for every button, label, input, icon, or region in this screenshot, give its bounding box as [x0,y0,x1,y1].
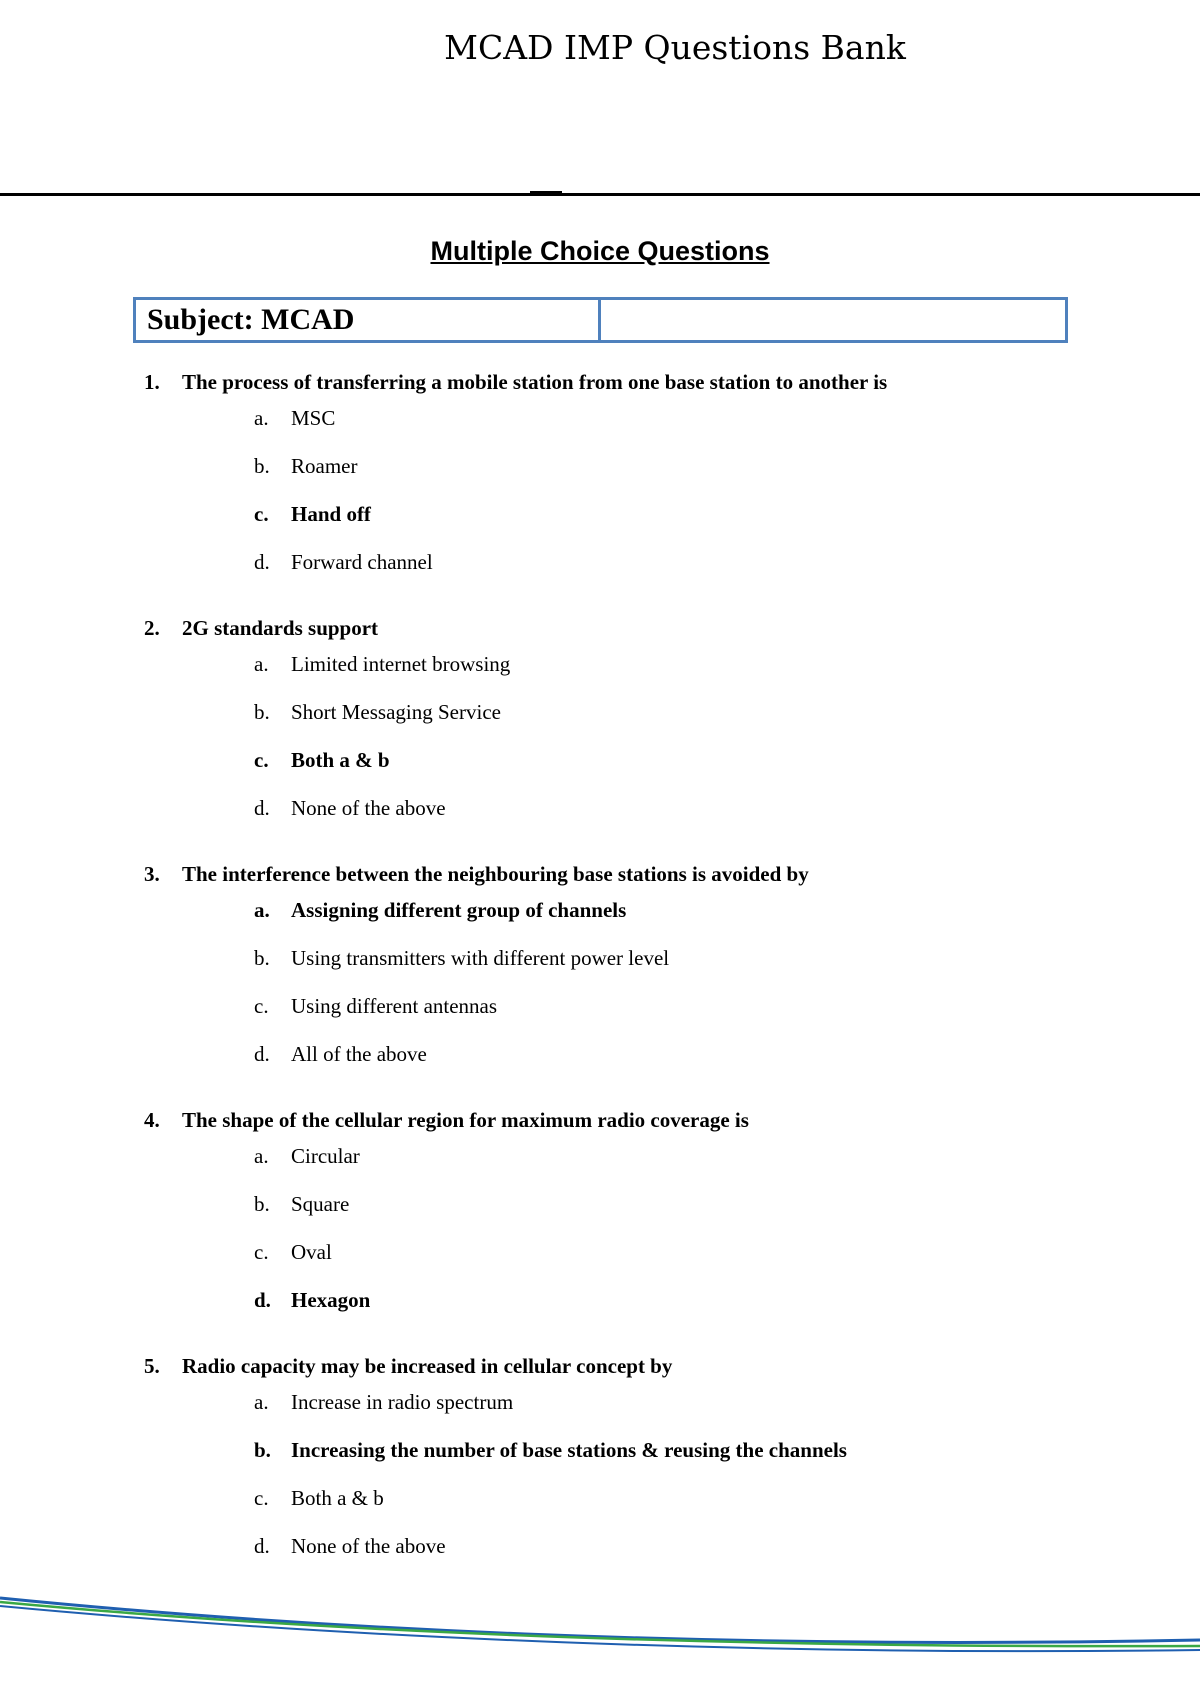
question-list [0,366,1200,1596]
option-item [0,1526,1200,1574]
option-letter: a. [254,406,269,430]
question-stem: The shape of the cellular region for maximum radio coverage is [182,1108,749,1132]
question-stem: 2G standards support [182,616,379,640]
option-text: Both a & b [291,748,390,772]
document-title: MCAD IMP Questions Bank [444,28,906,67]
option-letter: a. [254,1144,269,1168]
question-item [0,612,1200,836]
option-letter: d. [254,1534,270,1558]
option-letter: b. [254,1192,270,1216]
question-number: 2. [144,616,160,640]
option-letter: a. [254,652,269,676]
option-text: Limited internet browsing [291,652,511,676]
option-item-correct [0,740,1200,788]
footer-swoosh-green [0,1602,1200,1646]
header-divider-tab [530,191,562,195]
option-letter: d. [254,1288,271,1312]
option-letter: b. [254,946,270,970]
question-item [0,366,1200,590]
header-divider [0,193,1200,196]
option-item [0,1478,1200,1526]
subject-table [133,297,1068,343]
option-item [0,398,1200,446]
option-text: Roamer [291,454,358,478]
option-item [0,938,1200,986]
footer-swoosh [0,1580,1200,1660]
option-item [0,542,1200,590]
option-list [0,890,1200,1082]
option-text: Both a & b [291,1486,384,1510]
option-text: Hexagon [291,1288,371,1312]
question-number: 5. [144,1354,160,1378]
option-text: Oval [291,1240,332,1264]
question-stem: Radio capacity may be increased in cellular concept by [182,1354,673,1378]
question-number: 1. [144,370,160,394]
option-letter: b. [254,454,270,478]
option-letter: a. [254,898,270,922]
option-letter: b. [254,700,270,724]
question-text [0,1350,1200,1382]
option-text: Using different antennas [291,994,498,1018]
option-text: Using transmitters with different power level [291,946,670,970]
option-letter: c. [254,1240,269,1264]
option-item-correct [0,890,1200,938]
question-text [0,366,1200,398]
option-letter: c. [254,748,269,772]
option-text: Increase in radio spectrum [291,1390,514,1414]
section-heading: Multiple Choice Questions [430,236,770,266]
option-letter: c. [254,1486,269,1510]
option-item [0,692,1200,740]
option-text: All of the above [291,1042,427,1066]
option-item-correct [0,1430,1200,1478]
option-letter: d. [254,1042,270,1066]
question-item [0,1350,1200,1574]
option-letter: a. [254,1390,269,1414]
question-item [0,858,1200,1082]
option-list [0,1382,1200,1574]
subject-empty-cell [601,300,1065,340]
option-text: Short Messaging Service [291,700,501,724]
option-text: None of the above [291,1534,446,1558]
question-stem: The interference between the neighbouring base stations is avoided by [182,862,809,886]
question-number: 4. [144,1108,160,1132]
option-text: Forward channel [291,550,433,574]
option-text: Hand off [291,502,371,526]
question-item [0,1104,1200,1328]
option-letter: c. [254,994,269,1018]
option-item [0,644,1200,692]
option-item [0,986,1200,1034]
option-item [0,1382,1200,1430]
subject-label: Subject: MCAD [136,300,601,340]
option-text: Square [291,1192,350,1216]
option-text: MSC [291,406,336,430]
option-letter: d. [254,550,270,574]
option-text: Increasing the number of base stations & reusing the channels [291,1438,847,1462]
option-item [0,1034,1200,1082]
question-text [0,612,1200,644]
option-item [0,1232,1200,1280]
question-text [0,1104,1200,1136]
option-letter: b. [254,1438,271,1462]
option-letter: c. [254,502,269,526]
option-text: Assigning different group of channels [291,898,627,922]
question-text [0,858,1200,890]
option-item [0,1136,1200,1184]
option-item [0,446,1200,494]
question-number: 3. [144,862,160,886]
option-item [0,1184,1200,1232]
option-item [0,788,1200,836]
question-stem: The process of transferring a mobile station from one base station to another is [182,370,888,394]
option-text: Circular [291,1144,360,1168]
option-list [0,398,1200,590]
option-text: None of the above [291,796,446,820]
option-letter: d. [254,796,270,820]
option-item-correct [0,1280,1200,1328]
option-list [0,1136,1200,1328]
option-list [0,644,1200,836]
option-item-correct [0,494,1200,542]
